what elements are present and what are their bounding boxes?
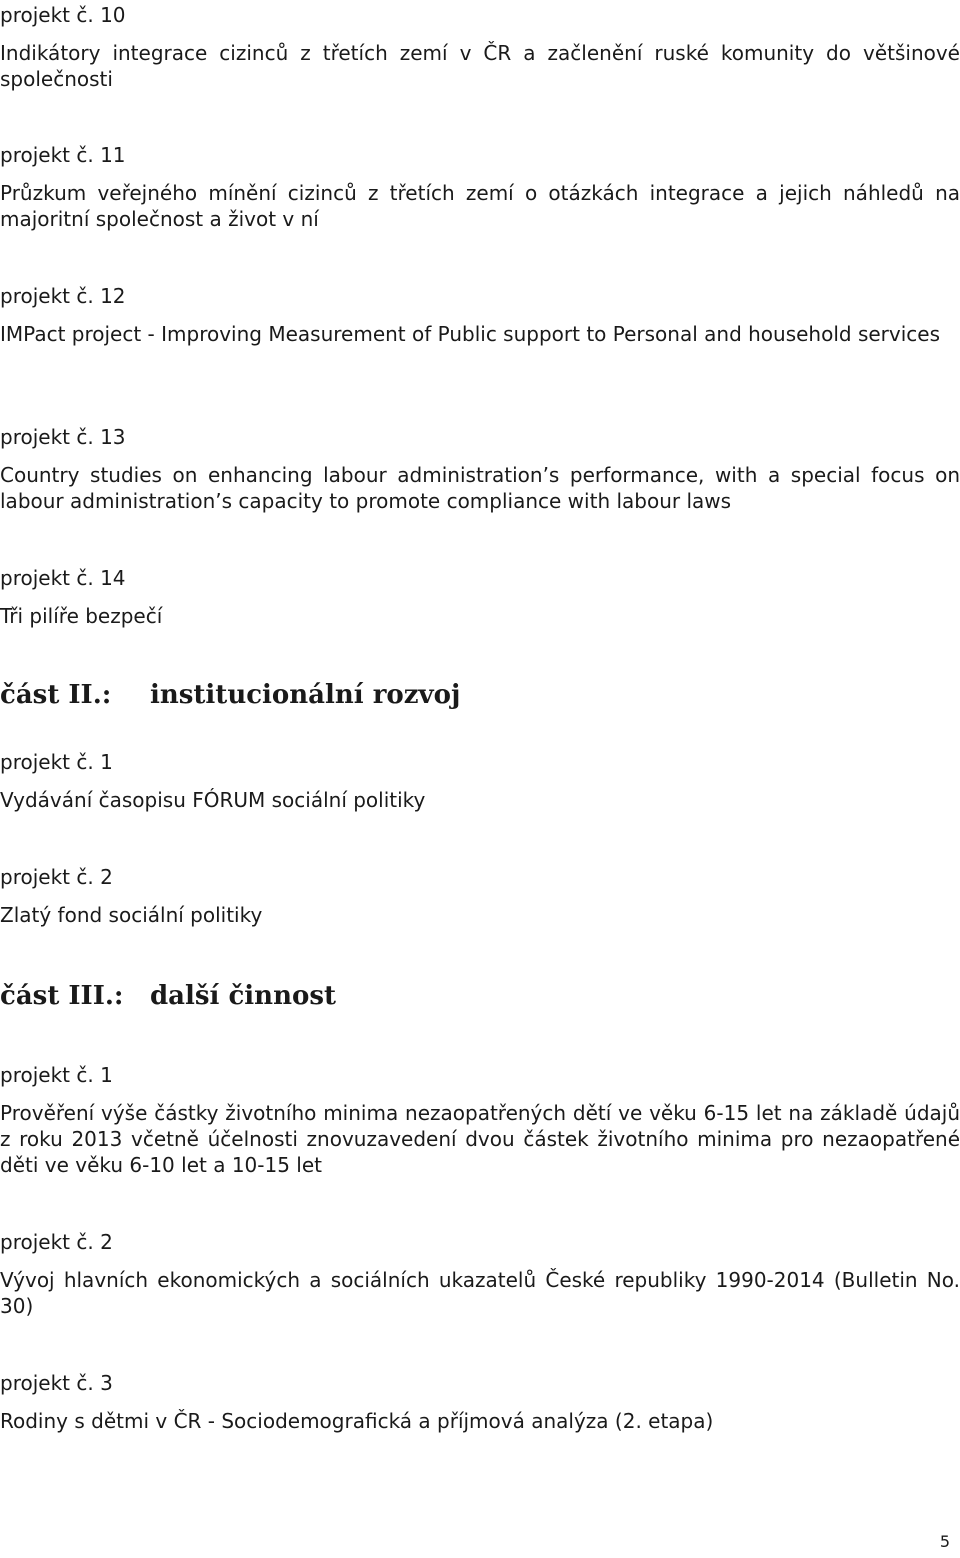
page-number: 5	[939, 1532, 950, 1551]
project-entry	[0, 864, 960, 928]
project-entry	[0, 2, 960, 92]
project-entry	[0, 424, 960, 514]
section-label: část III.:	[0, 981, 124, 1011]
section-title: institucionální rozvoj	[150, 680, 461, 710]
project-label: projekt č. 10	[0, 3, 126, 27]
project-title: Vývoj hlavních ekonomických a sociálních ukazatelů České republiky 1990-2014 (Bulletin No. 30)	[0, 1268, 960, 1318]
project-entry	[0, 565, 960, 629]
project-label: projekt č. 3	[0, 1371, 113, 1395]
project-label: projekt č. 13	[0, 425, 126, 449]
project-title: Country studies on enhancing labour administration’s performance, with a special focus on labour administration’s capacity to promote compliance with labour laws	[0, 463, 960, 513]
section-title: další činnost	[150, 981, 336, 1011]
project-entry	[0, 142, 960, 232]
project-title: IMPact project - Improving Measurement of Public support to Personal and household services	[0, 322, 941, 346]
section-heading-part-2	[0, 679, 460, 711]
project-label: projekt č. 2	[0, 865, 113, 889]
project-entry	[0, 1062, 960, 1178]
project-label: projekt č. 11	[0, 143, 126, 167]
project-title: Zlatý fond sociální politiky	[0, 903, 263, 927]
project-entry	[0, 1229, 960, 1319]
section-heading-part-3	[0, 980, 336, 1012]
project-entry	[0, 1370, 960, 1434]
project-title: Prověření výše částky životního minima nezaopatřených dětí ve věku 6-15 let na základě údajů z roku 2013 včetně účelnosti znovuzavedení dvou částek životního minima pro nezaopatřené děti ve věku 6-10 let a 10-15 let	[0, 1101, 960, 1177]
project-label: projekt č. 2	[0, 1230, 113, 1254]
project-label: projekt č. 1	[0, 1063, 113, 1087]
project-title: Průzkum veřejného mínění cizinců z třetích zemí o otázkách integrace a jejich náhledů na majoritní společnost a život v ní	[0, 181, 960, 231]
section-label: část II.:	[0, 680, 112, 710]
project-title: Rodiny s dětmi v ČR - Sociodemografická a příjmová analýza (2. etapa)	[0, 1409, 714, 1433]
project-title: Tři pilíře bezpečí	[0, 604, 163, 628]
project-entry	[0, 749, 960, 813]
project-label: projekt č. 14	[0, 566, 126, 590]
project-entry	[0, 283, 960, 347]
project-title: Indikátory integrace cizinců z třetích zemí v ČR a začlenění ruské komunity do většinové společnosti	[0, 41, 960, 91]
project-title: Vydávání časopisu FÓRUM sociální politiky	[0, 788, 426, 812]
project-label: projekt č. 12	[0, 284, 126, 308]
project-label: projekt č. 1	[0, 750, 113, 774]
